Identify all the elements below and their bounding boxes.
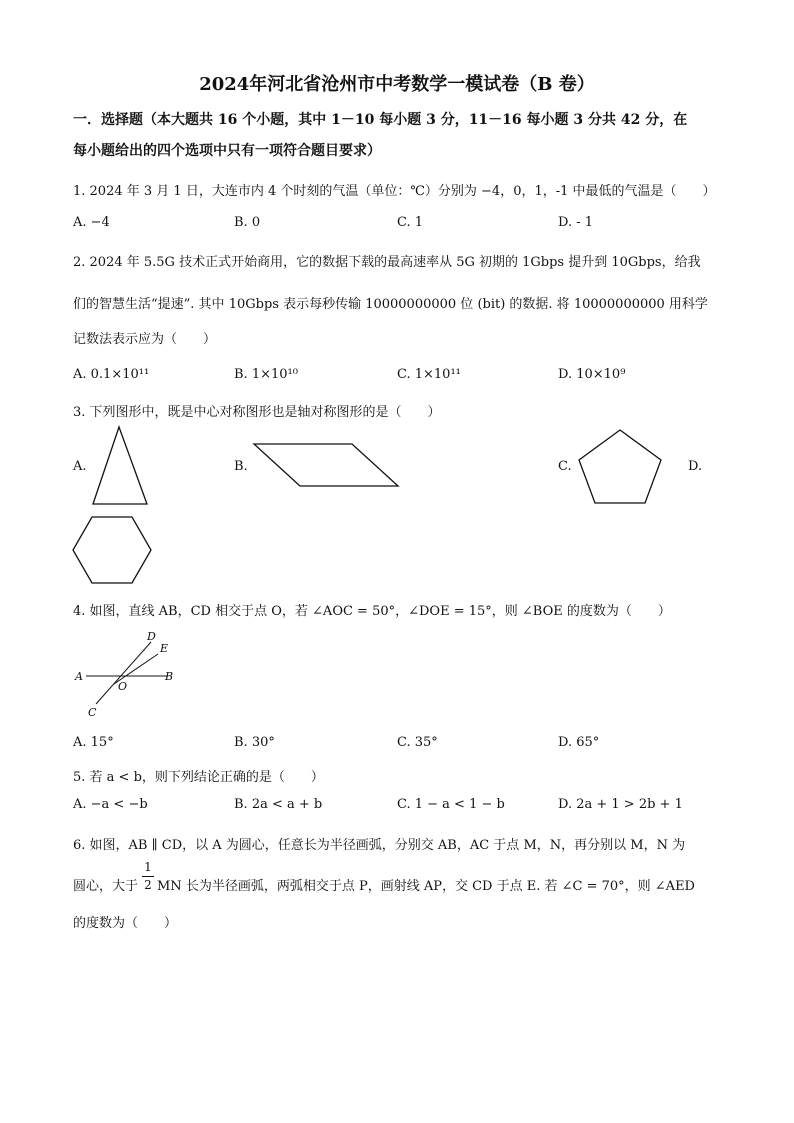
q4-option-a: A. 15° bbox=[73, 735, 114, 750]
question-4-text: 4. 如图，直线 AB，CD 相交于点 O，若 ∠AOC = 50°，∠DOE = 15°，则 ∠BOE 的度数为（ ） bbox=[73, 604, 671, 619]
figure-label-o: O bbox=[118, 680, 128, 693]
question-6-line2-end: MN 长为半径画弧，两弧相交于点 P，画射线 AP，交 CD 于点 E. 若 ∠C = 70°，则 ∠AED bbox=[157, 879, 695, 894]
q3-label-a: A. bbox=[73, 459, 87, 474]
question-6-line1: 6. 如图，AB ∥ CD，以 A 为圆心，任意长为半径画弧，分别交 AB，AC 于点 M，N，再分别以 M，N 为 bbox=[73, 838, 686, 853]
figure-label-c: C bbox=[88, 706, 97, 719]
q1-option-c: C. 1 bbox=[397, 215, 424, 230]
q1-option-a: A. −4 bbox=[73, 215, 110, 230]
fraction-bar bbox=[142, 876, 154, 877]
question-3-text: 3. 下列图形中，既是中心对称图形也是轴对称图形的是（ ） bbox=[73, 405, 441, 420]
q2-option-d: D. 10×10⁹ bbox=[558, 367, 626, 382]
q4-option-b: B. 30° bbox=[234, 735, 275, 750]
q5-option-c: C. 1 − a < 1 − b bbox=[397, 797, 505, 812]
q4-option-d: D. 65° bbox=[558, 735, 600, 750]
q5-option-b: B. 2a < a + b bbox=[234, 797, 323, 812]
q1-option-b: B. 0 bbox=[234, 215, 261, 230]
question-2-line1: 2. 2024 年 5.5G 技术正式开始商用，它的数据下载的最高速率从 5G 初期的 1Gbps 提升到 10Gbps，给我 bbox=[73, 255, 701, 270]
figure-label-a: A bbox=[75, 670, 83, 683]
section-heading-line1: 一．选择题（本大题共 16 个小题，其中 1－10 每小题 3 分，11－16 每小题 3 分共 42 分，在 bbox=[73, 112, 688, 128]
q3-label-b: B. bbox=[234, 459, 248, 474]
q3-label-d: D. bbox=[688, 459, 703, 474]
triangle-figure bbox=[88, 424, 152, 508]
question-6-line3: 的度数为（ ） bbox=[73, 916, 178, 931]
parallelogram-figure bbox=[250, 440, 402, 490]
question-5-text: 5. 若 a < b，则下列结论正确的是（ ） bbox=[73, 770, 324, 785]
page-title: 2024年河北省沧州市中考数学一模试卷（B 卷） bbox=[199, 74, 595, 95]
hexagon-figure bbox=[70, 514, 154, 586]
fraction-one-half bbox=[142, 860, 154, 893]
q1-option-d: D. - 1 bbox=[558, 215, 594, 230]
figure-label-e: E bbox=[160, 642, 169, 655]
q4-option-c: C. 35° bbox=[397, 735, 438, 750]
section-heading-line2: 每小题给出的四个选项中只有一项符合题目要求） bbox=[73, 143, 381, 159]
question-2-line2: 们的智慧生活“提速”. 其中 10Gbps 表示每秒传输 10000000000 位 (bit) 的数据. 将 10000000000 用科学 bbox=[73, 297, 708, 312]
pentagon-figure bbox=[575, 427, 665, 507]
figure-label-d: D bbox=[147, 630, 156, 643]
intersecting-lines-figure bbox=[72, 628, 182, 722]
fraction-denominator: 2 bbox=[144, 878, 152, 892]
q5-option-a: A. −a < −b bbox=[73, 797, 148, 812]
question-1-text: 1. 2024 年 3 月 1 日，大连市内 4 个时刻的气温（单位：℃）分别为 −4，0，1，-1 中最低的气温是（ ） bbox=[73, 184, 716, 199]
fraction-numerator: 1 bbox=[144, 860, 152, 874]
q2-option-a: A. 0.1×10¹¹ bbox=[73, 367, 150, 382]
q2-option-c: C. 1×10¹¹ bbox=[397, 367, 461, 382]
q5-option-d: D. 2a + 1 > 2b + 1 bbox=[558, 797, 683, 812]
question-2-line3: 记数法表示应为（ ） bbox=[73, 332, 217, 347]
question-6-line2-start: 圆心，大于 bbox=[73, 879, 139, 894]
q3-label-c: C. bbox=[558, 459, 572, 474]
figure-label-b: B bbox=[165, 670, 174, 683]
q2-option-b: B. 1×10¹⁰ bbox=[234, 367, 298, 382]
